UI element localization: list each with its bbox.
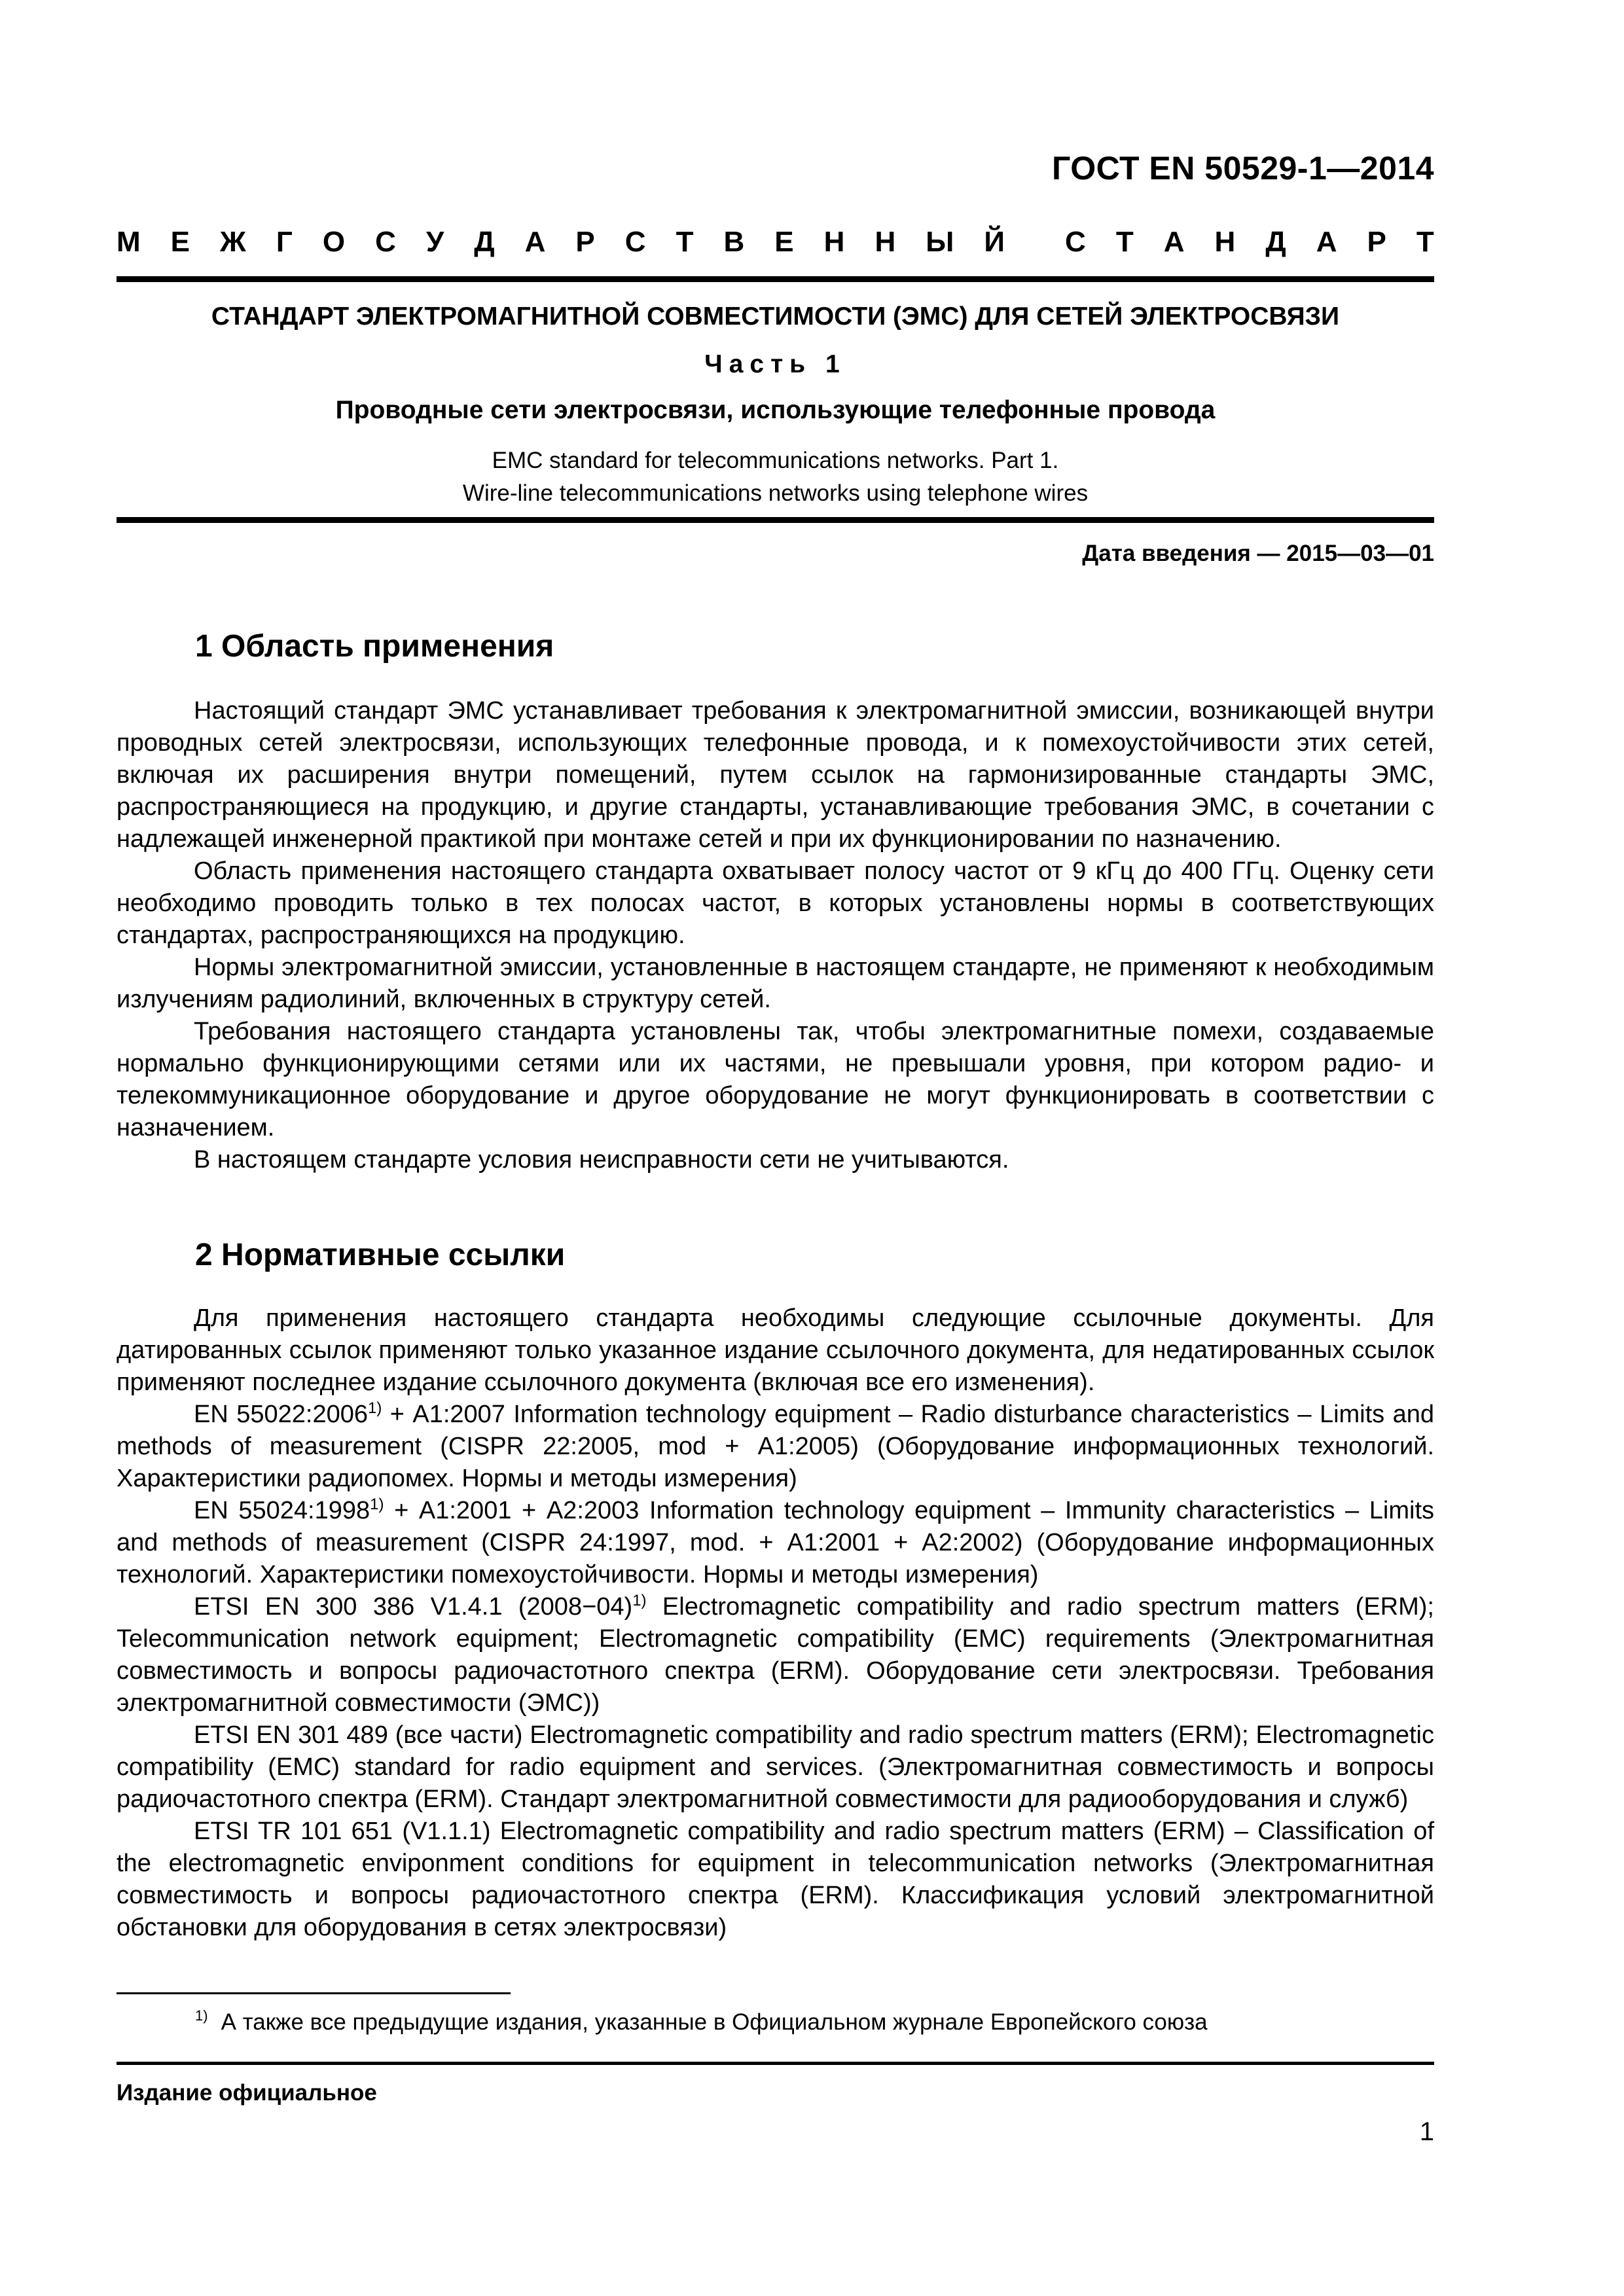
standard-title: СТАНДАРТ ЭЛЕКТРОМАГНИТНОЙ СОВМЕСТИМОСТИ (ЭМС) ДЛЯ СЕТЕЙ ЭЛЕКТРОСВЯЗИ — [211, 302, 1340, 331]
reference-text: (все части) Electromagnetic compatibility and radio spectrum matters (ERM); Electromagnetic compatibility (EMC) standard for radio equipment and services. (Электромагнитная совместимость и вопросы радиочастотного спектра (ERM). Стандарт электромагнитной совместимости для радиооборудования и служб) — [117, 1721, 1434, 1813]
interstate-letter: Т — [676, 226, 694, 258]
interstate-letter: Н — [875, 226, 896, 258]
section-1-heading: 1 Область применения — [195, 629, 554, 664]
english-title-line: EMC standard for telecommunications networks. Part 1. — [492, 448, 1059, 473]
interstate-letter: Д — [474, 226, 495, 258]
section-2-heading: 2 Нормативные ссылки — [195, 1238, 566, 1272]
footnote-marker: 1) — [370, 1496, 384, 1513]
footnote-text: А также все предыдущие издания, указанные в Официальном журнале Европейского союза — [221, 2009, 1208, 2035]
reference-entry — [117, 1816, 1434, 1944]
interstate-letter: Е — [774, 226, 794, 258]
interstate-letter: Т — [1416, 226, 1434, 258]
paragraph: В настоящем стандарте условия неисправности сети не учитываются. — [194, 1146, 1009, 1174]
paragraph: Настоящий стандарт ЭМС устанавливает требования к электромагнитной эмиссии, возникающей внутри проводных сетей электросвязи, использующих телефонные провода, и к помехоустойчивости этих сетей, включая их расширения внутри помещений, путем ссылок на гармонизированные стандарты ЭМС, распространяющиеся на продукцию, и другие стандарты, устанавливающие требования ЭМС, в сочетании с надлежащей инженерной практикой при монтаже сетей и при их функционировании по назначению. — [117, 697, 1434, 853]
reference-code: EN 55022:2006 — [194, 1401, 368, 1428]
document-number: ГОСТ EN 50529-1—2014 — [1052, 150, 1434, 187]
english-title — [117, 444, 1434, 510]
reference-text: + А1:2007 Information technology equipment – Radio disturbance characteristics – Limits and methods of measurement (CISPR 22:2005, mod + А1:2005) (Оборудование информационных технологий. Характеристики радиопомех. Нормы и методы измерения) — [117, 1401, 1435, 1492]
reference-code: ETSI EN 300 386 V1.4.1 (2008−04) — [194, 1593, 633, 1621]
interstate-letter: Ж — [220, 226, 246, 258]
interstate-letter: С — [624, 226, 646, 258]
section-2-body — [117, 1302, 1434, 1944]
interstate-letter: О — [322, 226, 346, 258]
interstate-letter: Д — [1265, 226, 1286, 258]
interstate-letter: В — [723, 226, 745, 258]
page-number: 1 — [1419, 2117, 1434, 2146]
interstate-letter: А — [524, 226, 546, 258]
footer-rule — [117, 2062, 1434, 2065]
reference-text: + А1:2001 + А2:2003 Information technology equipment – Immunity characteristics – Limits and methods of measurement (CISPR 24:1997, mod. + А1:2001 + А2:2002) (Оборудование информационных технологий. Характеристики помехоустойчивости. Нормы и методы измерения) — [117, 1497, 1435, 1588]
reference-entry — [117, 1495, 1434, 1591]
footnote-marker: 1) — [632, 1592, 647, 1609]
interstate-letter: А — [1163, 226, 1185, 258]
paragraph: Область применения настоящего стандарта охватывает полосу частот от 9 кГц до 400 ГГц. Оценку сети необходимо проводить только в тех полосах частот, в которых установлены нормы в соответствующих стандартах, распространяющихся на продукцию. — [117, 857, 1434, 949]
paragraph: Нормы электромагнитной эмиссии, установленные в настоящем стандарте, не применяют к необходимым излучениям радиолиний, включенных в структуру сетей. — [117, 954, 1434, 1013]
reference-code: ETSI TR 101 651 — [194, 1818, 393, 1845]
reference-entry — [117, 1591, 1434, 1719]
footnote — [195, 2009, 1208, 2036]
section-1-body — [117, 695, 1434, 1176]
reference-text: (V1.1.1) Electromagnetic compatibility and radio spectrum matters (ERM) – Classification of the electromagnetic envіponment conditions for equipment in telecommunication networks (Электромагнитная совместимость и вопросы радиочастотного спектра (ERM). Классификация условий электромагнитной обстановки для оборудования в сетях электросвязи) — [117, 1818, 1434, 1941]
interstate-letter: Н — [823, 226, 845, 258]
interstate-letter: Р — [575, 226, 595, 258]
edition-label: Издание официальное — [117, 2080, 377, 2106]
interstate-letter: Ы — [926, 226, 954, 258]
interstate-letter: Г — [276, 226, 293, 258]
reference-code: EN 55024:1998 — [194, 1497, 370, 1524]
paragraph: Требования настоящего стандарта установлены так, чтобы электромагнитные помехи, создаваемые нормально функционирующими сетями или их частями, не превышали уровня, при котором радио- и телекоммуникационное оборудование и другое оборудование не могут функционировать в соответствии с назначением. — [117, 1018, 1434, 1141]
reference-entry — [117, 1719, 1434, 1816]
reference-text: Electromagnetic compatibility and radio spectrum matters (ERM); Telecommunication network equipment; Electromagnetic compatibility (EMC) requirements (Электромагнитная совместимость и вопросы радиочастотного спектра (ERM). Оборудование сети электросвязи. Требования электромагнитной совместимости (ЭМС)) — [117, 1593, 1434, 1717]
interstate-letter: С — [375, 226, 396, 258]
introduction-date: Дата введения — 2015—03—01 — [1082, 541, 1434, 566]
footnote-rule — [117, 1992, 511, 1994]
paragraph: Для применения настоящего стандарта необходимы следующие ссылочные документы. Для датированных ссылок применяют только указанное издание ссылочного документа, для недатированных ссылок применяют последнее издание ссылочного документа (включая все его изменения). — [117, 1304, 1434, 1396]
footnote-marker: 1) — [367, 1399, 382, 1417]
interstate-letter: М — [117, 226, 141, 258]
title-rule — [117, 517, 1434, 523]
interstate-letter: С — [1065, 226, 1086, 258]
interstate-letter: Р — [1367, 226, 1386, 258]
header-rule — [117, 276, 1434, 282]
part-label: Часть 1 — [704, 350, 846, 378]
interstate-letter: Н — [1214, 226, 1236, 258]
interstate-letter: А — [1316, 226, 1337, 258]
interstate-letter: У — [425, 226, 444, 258]
interstate-letter: Й — [984, 226, 1005, 258]
reference-code: ETSI EN 301 489 — [194, 1721, 388, 1749]
interstate-standard-label — [117, 226, 1434, 259]
interstate-letter: Е — [170, 226, 190, 258]
reference-entry — [117, 1399, 1434, 1495]
english-title-line: Wire-line telecommunications networks using telephone wires — [462, 480, 1089, 506]
footnote-marker: 1) — [195, 2007, 208, 2024]
interstate-letter: Т — [1115, 226, 1134, 258]
part-title: Проводные сети электросвязи, использующие телефонные провода — [335, 396, 1216, 424]
